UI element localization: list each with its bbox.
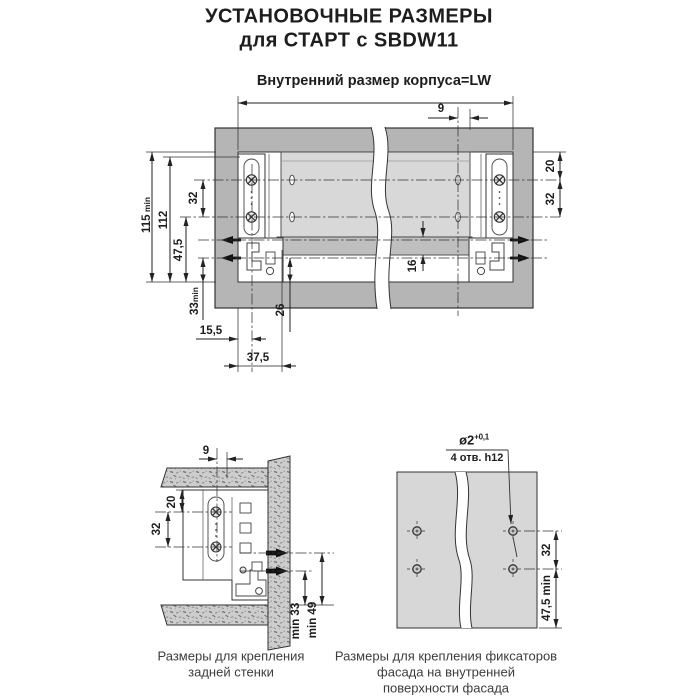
dim-9-back: 9 — [202, 445, 210, 457]
dim-33-min: 33min — [189, 287, 201, 315]
hole-diameter-label: $ø2^{+0,1}$ — [459, 432, 489, 448]
dim-32-left: 32 — [188, 191, 200, 205]
back-wall-caption-line1: Размеры для крепления — [157, 648, 305, 664]
facade-drawing — [397, 450, 562, 628]
hole-count-note: 4 отв. h12 — [450, 452, 504, 464]
back-wall-caption-line2: задней стенки — [188, 664, 274, 680]
dim-112: 112 — [158, 210, 170, 230]
dim-16: 16 — [407, 259, 419, 273]
dim-min-33: min 33 — [290, 602, 302, 640]
dim-20-right: 20 — [545, 159, 557, 173]
dim-9: 9 — [437, 103, 445, 115]
dim-26: 26 — [275, 303, 287, 317]
top-panel-section — [161, 468, 268, 487]
slide-side-view — [183, 490, 268, 600]
dim-min-49: min 49 — [307, 601, 319, 639]
dim-47-5-min-facade: 47,5 min — [541, 574, 553, 622]
page-title-line1: УСТАНОВОЧНЫЕ РАЗМЕРЫ — [205, 5, 493, 28]
right-latch-mechanism — [469, 238, 513, 282]
bottom-panel-section — [161, 605, 268, 625]
facade-caption-line1: Размеры для крепления фиксаторов — [334, 648, 558, 664]
dim-115-min: 115 min — [141, 196, 153, 234]
dim-15-5: 15,5 — [199, 325, 223, 337]
internal-width-label: Внутренний размер корпуса=LW — [256, 73, 492, 89]
dim-47-5: 47,5 — [173, 238, 185, 262]
left-latch-mechanism — [238, 238, 283, 282]
dim-32-back: 32 — [151, 522, 163, 536]
page-title-line2: для СТАРТ с SBDW11 — [239, 29, 459, 52]
facade-caption-line2: фасада на внутренней — [377, 664, 515, 680]
dim-32-facade: 32 — [541, 543, 553, 557]
facade-caption-line3: поверхности фасада — [382, 680, 510, 696]
dim-32-right: 32 — [545, 192, 557, 206]
dim-37-5: 37,5 — [246, 352, 270, 364]
dim-20-back: 20 — [166, 495, 178, 509]
